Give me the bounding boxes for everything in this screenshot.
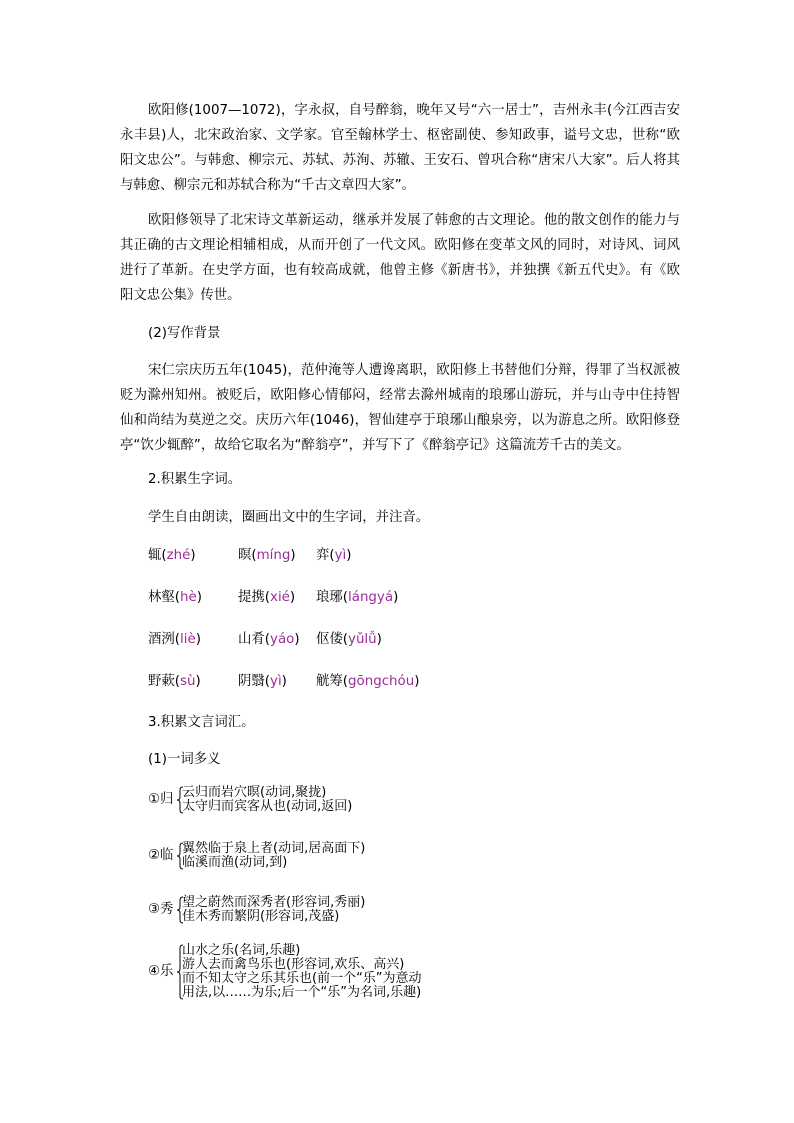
vocab-pinyin: míng (256, 548, 291, 563)
vocab-item: 野蔌(sù) (148, 674, 201, 689)
polysemy-word: ①归 (148, 792, 174, 807)
vocab-item: 提携(xié) (238, 590, 296, 605)
polysemy-meaning: 云归而岩穴暝(动词,聚拢) (182, 785, 327, 800)
vocab-word: 辄 (148, 548, 162, 563)
vocab-word: 阴翳 (238, 674, 265, 689)
polysemy-meaning: 太守归而宾客从也(动词,返回) (182, 799, 353, 814)
vocab-word: 琅琊 (316, 590, 343, 605)
vocab-pinyin: zhé (166, 548, 191, 563)
vocab-word: 暝 (238, 548, 252, 563)
vocab-pinyin: yáo (270, 632, 295, 647)
vocab-item: 琅琊(lángyá) (316, 590, 399, 605)
vocab-word: 林壑 (148, 590, 175, 605)
background-heading: (2)写作背景 (148, 326, 221, 341)
vocab-item: 辄(zhé) (148, 548, 196, 563)
vocab-item: 弈(yì) (316, 548, 352, 563)
vocab-item: 暝(míng) (238, 548, 296, 563)
author-intro-paragraph: 欧阳修(1007—1072)，字永叔，自号醉翁，晚年又号“六一居士”，吉州永丰(今江西吉安永丰县)人，北宋政治家、文学家。官至翰林学士、枢密副使、参知政事，谥号文忠，世称“欧阳文忠公”。与韩愈、柳宗元、苏轼、苏洵、苏辙、王安石、曾巩合称“唐宋八大家”。后人将其与韩愈、柳宗元和苏轼合称为“千古文章四大家”。 (120, 103, 680, 193)
wenyan-heading: 3.积累文言词汇。 (148, 715, 255, 730)
polysemy-word: ④乐 (148, 964, 174, 979)
polysemy-meaning: 望之蔚然而深秀者(形容词,秀丽) (182, 895, 366, 910)
polysemy-meaning: 山水之乐(名词,乐趣) (182, 943, 301, 958)
vocab-item: 山肴(yáo) (238, 632, 300, 647)
polysemy-subheading: (1)一词多义 (148, 752, 221, 767)
vocab-word: 伛偻 (316, 632, 343, 647)
polysemy-meaning: 临溪而渔(动词,到) (182, 855, 288, 870)
vocab-pinyin: yì (270, 674, 282, 689)
background-paragraph: 宋仁宗庆历五年(1045)，范仲淹等人遭谗离职，欧阳修上书替他们分辩，得罪了当权派被贬为滁州知州。被贬后，欧阳修心情郁闷，经常去滁州城南的琅琊山游玩，并与山寺中住持智仙和尚结为莫逆之交。庆历六年(1046)，智仙建亭于琅琊山酿泉旁，以为游息之所。欧阳修登亭“饮少辄醉”，故给它取名为“醉翁亭”，并写下了《醉翁亭记》这篇流芳千古的美文。 (120, 363, 680, 453)
polysemy-meaning: 游人去而禽鸟乐也(形容词,欢乐、高兴) (182, 957, 405, 972)
vocab-pinyin: yì (334, 548, 347, 563)
vocab-word: 觥筹 (316, 674, 343, 689)
vocab-word: 提携 (238, 590, 265, 605)
vocab-word: 酒洌 (148, 632, 175, 647)
vocab-pinyin: yǔlǚ (348, 632, 377, 647)
vocab-pinyin: liè (180, 632, 196, 647)
vocab-pinyin: gōngchóu (348, 674, 415, 689)
vocab-instruction: 学生自由朗读，圈画出文中的生字词，并注音。 (148, 510, 430, 525)
vocab-pinyin: hè (180, 590, 197, 605)
vocab-word: 野蔌 (148, 674, 175, 689)
vocab-word: 山肴 (238, 632, 265, 647)
vocab-pinyin: xié (270, 590, 290, 605)
polysemy-meaning: 翼然临于泉上者(动词,居高面下) (182, 841, 366, 856)
vocab-word: 弈 (316, 548, 330, 563)
vocab-item: 酒洌(liè) (148, 632, 201, 647)
vocab-item: 林壑(hè) (148, 590, 202, 605)
polysemy-meaning: 而不知太守之乐其乐也(前一个“乐”为意动 (182, 971, 422, 986)
vocab-pinyin: lángyá (348, 590, 394, 605)
vocab-pinyin: sù (180, 674, 196, 689)
vocab-heading: 2.积累生字词。 (148, 472, 242, 487)
vocab-item: 觥筹(gōngchóu) (316, 674, 420, 689)
vocab-item: 阴翳(yì) (238, 674, 287, 689)
polysemy-word: ②临 (148, 848, 174, 863)
polysemy-meaning: 佳木秀而繁阴(形容词,茂盛) (182, 909, 340, 924)
vocab-item: 伛偻(yǔlǚ) (316, 632, 382, 647)
polysemy-word: ③秀 (148, 902, 174, 917)
polysemy-meaning: 用法,以……为乐;后一个“乐”为名词,乐趣) (182, 985, 422, 1000)
literary-achievement-paragraph: 欧阳修领导了北宋诗文革新运动，继承并发展了韩愈的古文理论。他的散文创作的能力与其正确的古文理论相辅相成，从而开创了一代文风。欧阳修在变革文风的同时，对诗风、词风进行了革新。在史学方面，也有较高成就，他曾主修《新唐书》，并独撰《新五代史》。有《欧阳文忠公集》传世。 (120, 213, 680, 303)
